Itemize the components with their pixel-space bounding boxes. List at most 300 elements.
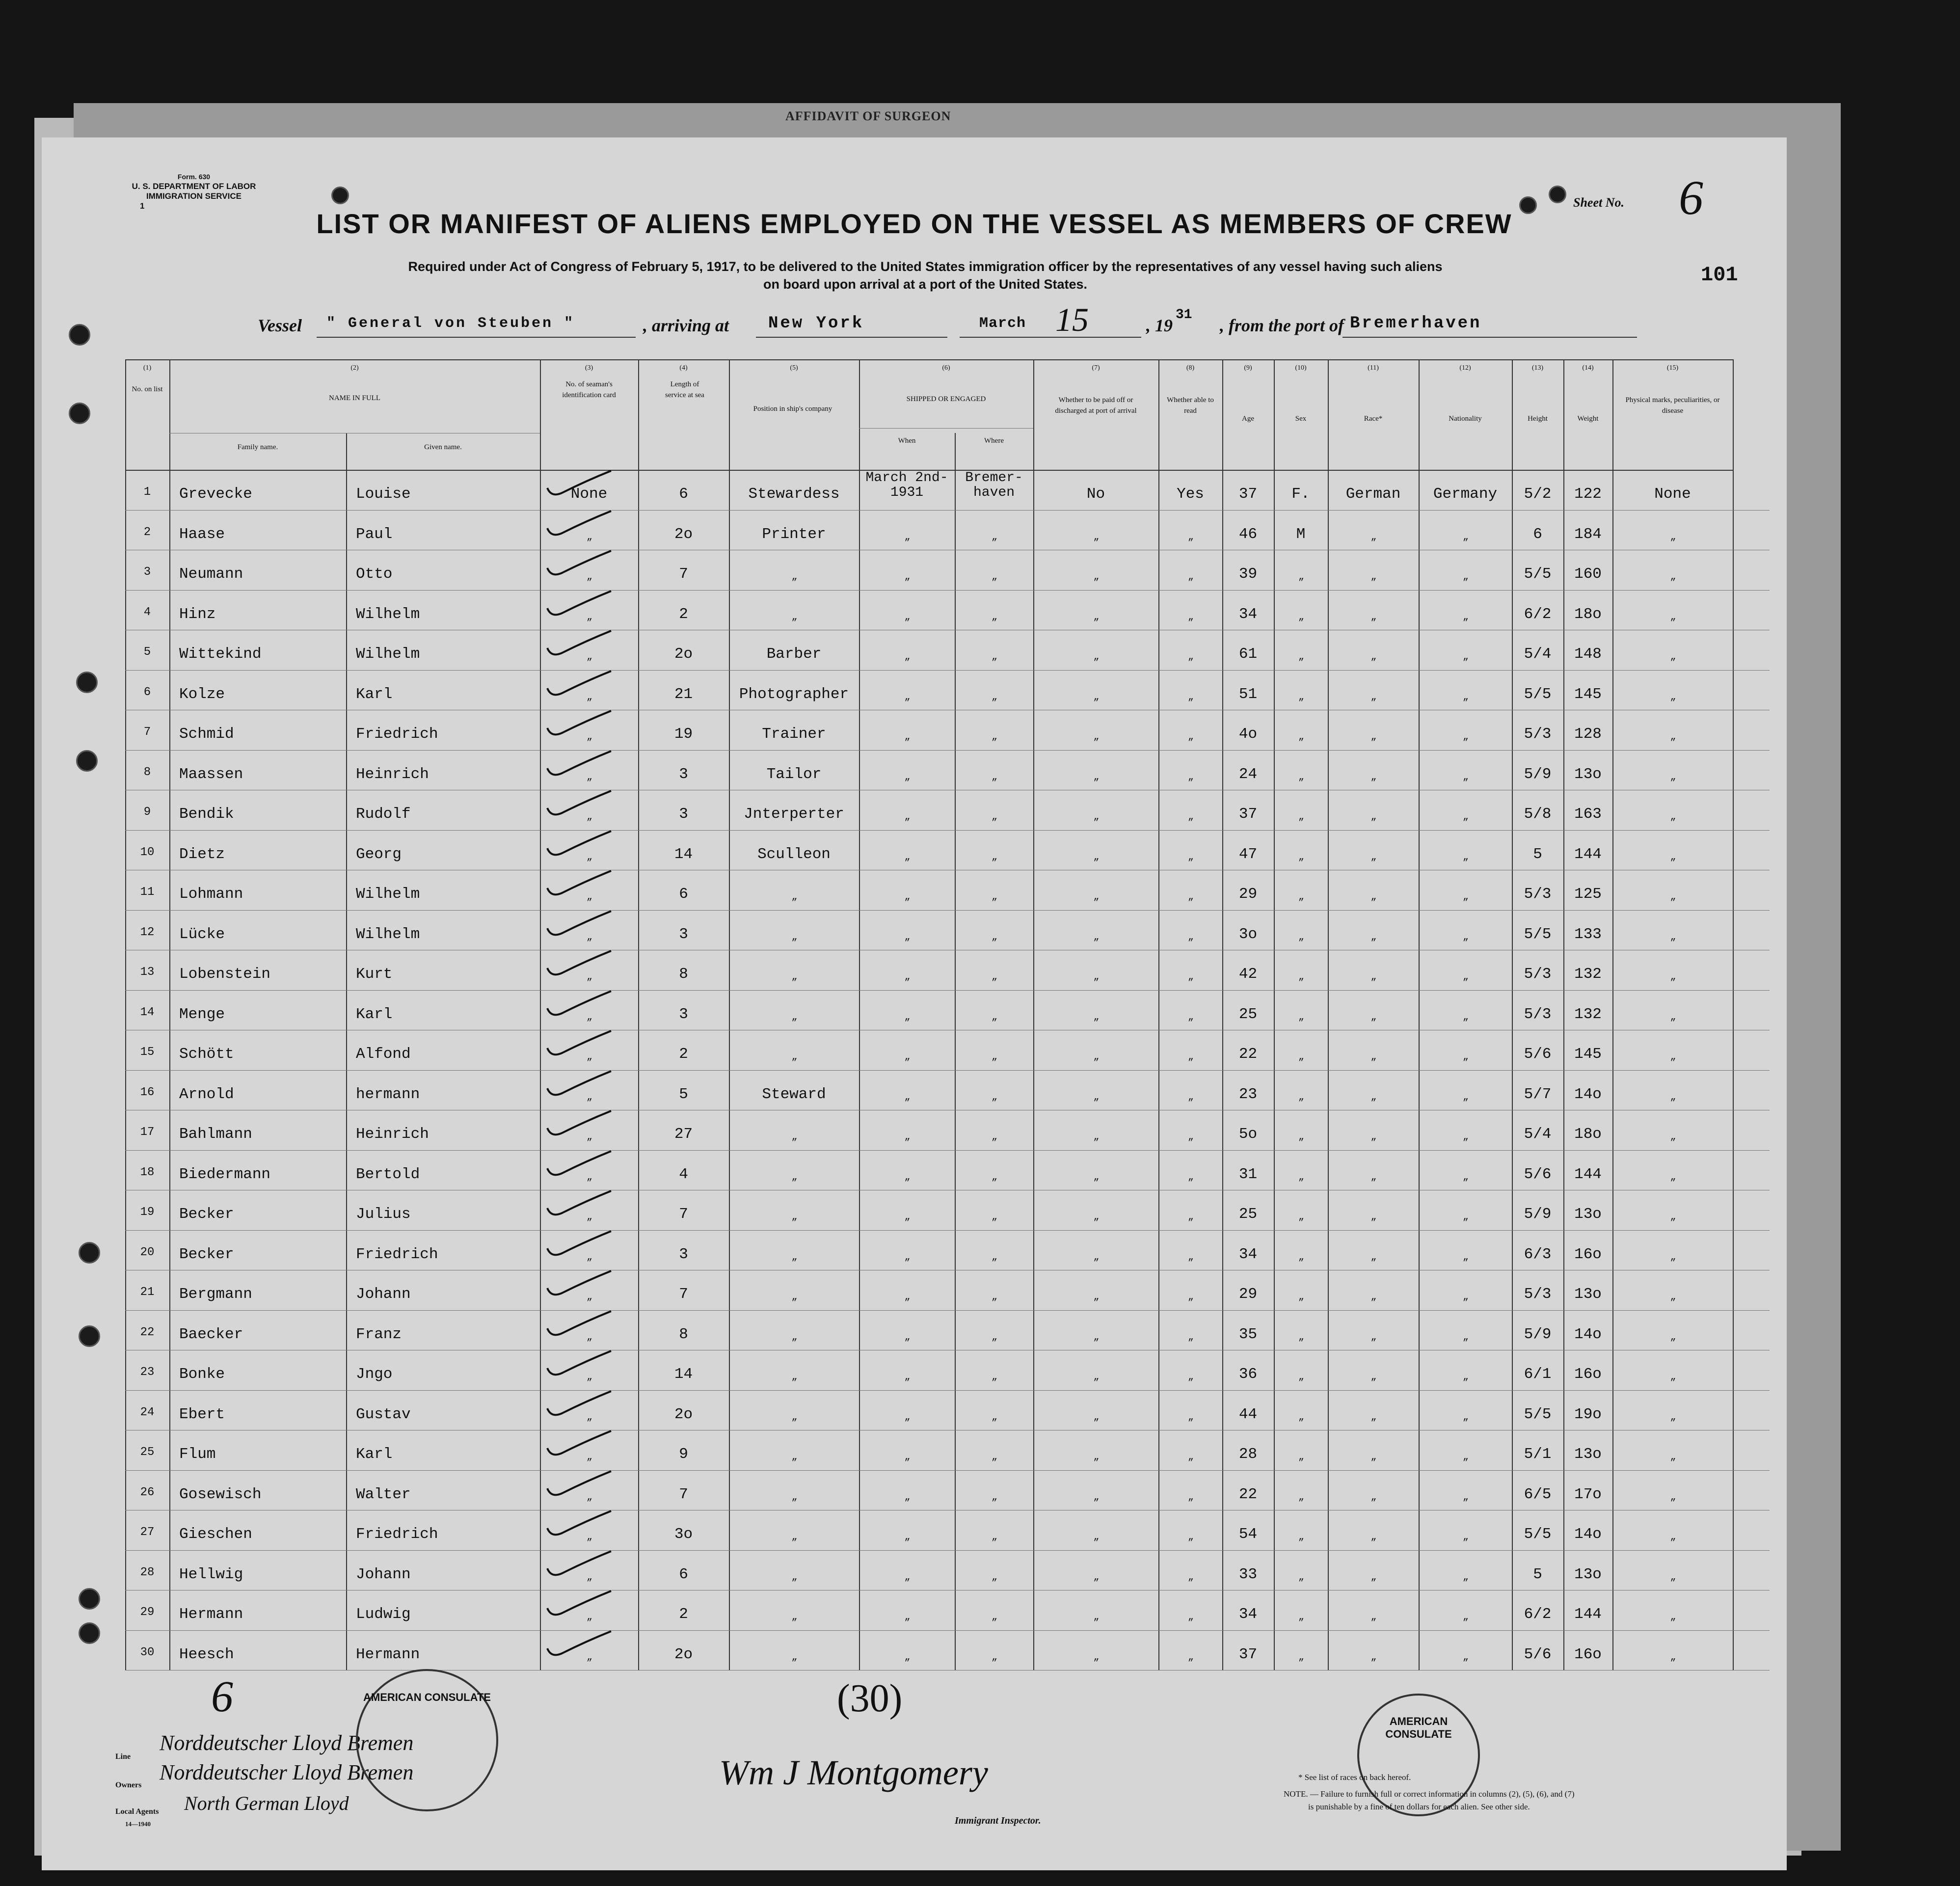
ditto-mark: „ bbox=[587, 731, 593, 743]
col13-number: (13) bbox=[1531, 364, 1544, 372]
service-value: 2o bbox=[674, 1405, 693, 1423]
given-name: Julius bbox=[356, 1206, 411, 1223]
row-number: 18 bbox=[140, 1165, 155, 1179]
ditto-mark: „ bbox=[1670, 611, 1676, 623]
ditto-mark: „ bbox=[1370, 1331, 1377, 1343]
ditto-mark: „ bbox=[1463, 771, 1469, 783]
checkmark-icon bbox=[542, 1428, 621, 1458]
family-name: Bergmann bbox=[179, 1286, 252, 1303]
weight-value: 133 bbox=[1574, 925, 1602, 943]
ditto-mark: „ bbox=[1370, 1571, 1377, 1583]
family-name: Becker bbox=[179, 1206, 234, 1223]
service-value: 8 bbox=[679, 1325, 688, 1343]
ditto-mark: „ bbox=[992, 1132, 998, 1143]
ditto-mark: „ bbox=[791, 1452, 798, 1463]
row-number: 3 bbox=[143, 566, 151, 579]
family-name: Gieschen bbox=[179, 1526, 252, 1543]
height-value: 5/9 bbox=[1524, 1325, 1552, 1343]
form-code: 14—1940 bbox=[125, 1820, 151, 1828]
ditto-mark: „ bbox=[587, 571, 593, 583]
ditto-mark: „ bbox=[1370, 1212, 1377, 1223]
owners-value: Norddeutscher Lloyd Bremen bbox=[160, 1760, 414, 1784]
ditto-mark: „ bbox=[791, 1372, 798, 1383]
service-value: 4 bbox=[679, 1165, 688, 1183]
col11-number: (11) bbox=[1368, 364, 1379, 372]
service-value: 3 bbox=[679, 1005, 688, 1023]
ditto-mark: „ bbox=[1370, 571, 1377, 583]
row-rule bbox=[125, 1150, 1770, 1151]
ditto-mark: „ bbox=[1463, 1011, 1469, 1023]
ditto-mark: „ bbox=[1670, 571, 1676, 583]
ditto-mark: „ bbox=[1093, 931, 1100, 943]
ditto-mark: „ bbox=[1670, 1251, 1676, 1263]
given-name: Heinrich bbox=[356, 765, 429, 783]
given-name: Wilhelm bbox=[356, 646, 420, 663]
sheet-number-value: 6 bbox=[1679, 170, 1703, 225]
col1-header: No. on list bbox=[132, 385, 163, 393]
ditto-mark: „ bbox=[1670, 1051, 1676, 1063]
ditto-mark: „ bbox=[992, 571, 998, 583]
row-number: 5 bbox=[143, 646, 151, 659]
weight-value: 184 bbox=[1574, 525, 1602, 543]
weight-value: 122 bbox=[1574, 485, 1602, 503]
ditto-mark: „ bbox=[992, 1331, 998, 1343]
height-value: 5/8 bbox=[1524, 806, 1552, 823]
age-value: 3o bbox=[1238, 925, 1258, 943]
ditto-mark: „ bbox=[1463, 531, 1469, 543]
ditto-mark: „ bbox=[587, 611, 593, 623]
ditto-mark: „ bbox=[992, 531, 998, 543]
age-value: 37 bbox=[1238, 806, 1258, 823]
ditto-mark: „ bbox=[1298, 1571, 1305, 1583]
weight-value: 16o bbox=[1574, 1645, 1602, 1663]
ditto-mark: „ bbox=[1188, 971, 1194, 983]
ditto-mark: „ bbox=[1463, 1051, 1469, 1063]
vessel-line bbox=[96, 301, 1647, 345]
height-value: 5/3 bbox=[1524, 1286, 1552, 1303]
height-value: 5/2 bbox=[1524, 485, 1552, 503]
punch-hole bbox=[1549, 186, 1566, 203]
ditto-mark: „ bbox=[1370, 1532, 1377, 1543]
given-name-header: Given name. bbox=[424, 443, 462, 451]
ditto-mark: „ bbox=[1093, 771, 1100, 783]
row-rule bbox=[125, 1310, 1770, 1311]
position-value: Tailor bbox=[766, 765, 822, 783]
ditto-mark: „ bbox=[1298, 931, 1305, 943]
ditto-mark: „ bbox=[992, 1612, 998, 1623]
height-value: 5/5 bbox=[1524, 1526, 1552, 1543]
note-line-1: NOTE. — Failure to furnish full or correct information in columns (2), (5), (6), and (7) bbox=[1284, 1789, 1575, 1799]
ditto-mark: „ bbox=[1093, 1212, 1100, 1223]
ditto-mark: „ bbox=[587, 1372, 593, 1383]
checkmark-icon bbox=[542, 948, 621, 978]
ditto-mark: „ bbox=[1670, 1292, 1676, 1303]
row-number: 23 bbox=[140, 1366, 155, 1379]
given-name: Kurt bbox=[356, 966, 393, 983]
given-name: Karl bbox=[356, 1005, 393, 1023]
row-number: 7 bbox=[143, 726, 151, 739]
ditto-mark: „ bbox=[587, 691, 593, 703]
ditto-mark: „ bbox=[791, 931, 798, 943]
ditto-mark: „ bbox=[1670, 1331, 1676, 1343]
ditto-mark: „ bbox=[904, 1091, 911, 1103]
ditto-mark: „ bbox=[587, 1411, 593, 1423]
ditto-mark: „ bbox=[1370, 1051, 1377, 1063]
ditto-mark: „ bbox=[904, 1132, 911, 1143]
col5-header: Position in ship's company bbox=[753, 405, 832, 413]
col14-number: (14) bbox=[1582, 364, 1594, 372]
ditto-mark: „ bbox=[1463, 891, 1469, 903]
ditto-mark: „ bbox=[1370, 931, 1377, 943]
weight-value: 145 bbox=[1574, 1046, 1602, 1063]
ditto-mark: „ bbox=[992, 771, 998, 783]
checkmark-icon bbox=[542, 1348, 621, 1378]
service-value: 5 bbox=[679, 1085, 688, 1103]
ditto-mark: „ bbox=[1188, 1051, 1194, 1063]
ditto-mark: „ bbox=[1093, 891, 1100, 903]
row-number: 29 bbox=[140, 1606, 155, 1619]
ditto-mark: „ bbox=[791, 1132, 798, 1143]
age-value: 61 bbox=[1238, 646, 1258, 663]
service-value: 2o bbox=[674, 525, 693, 543]
family-name: Hermann bbox=[179, 1606, 243, 1623]
ditto-mark: „ bbox=[1370, 1171, 1377, 1183]
age-value: 29 bbox=[1238, 886, 1258, 903]
total-count: (30) bbox=[837, 1677, 903, 1720]
ditto-mark: „ bbox=[791, 571, 798, 583]
col15-number: (15) bbox=[1666, 364, 1679, 372]
given-name: Johann bbox=[356, 1286, 411, 1303]
arrival-month: March bbox=[979, 315, 1026, 332]
punch-hole bbox=[79, 1242, 100, 1264]
inspector-label: Immigrant Inspector. bbox=[955, 1815, 1041, 1826]
ditto-mark: „ bbox=[1188, 1132, 1194, 1143]
position-value: Stewardess bbox=[748, 485, 840, 503]
ditto-mark: „ bbox=[904, 1571, 911, 1583]
ditto-mark: „ bbox=[1188, 771, 1194, 783]
checkmark-icon bbox=[542, 1229, 621, 1258]
weight-value: 132 bbox=[1574, 966, 1602, 983]
col11-header: Race* bbox=[1364, 415, 1383, 423]
row-number: 26 bbox=[140, 1485, 155, 1499]
service-value: 9 bbox=[679, 1446, 688, 1463]
family-name: Bonke bbox=[179, 1366, 225, 1383]
family-name: Becker bbox=[179, 1245, 234, 1263]
ditto-mark: „ bbox=[1670, 1532, 1676, 1543]
ditto-mark: „ bbox=[1463, 1571, 1469, 1583]
ditto-mark: „ bbox=[1298, 1452, 1305, 1463]
ditto-mark: „ bbox=[904, 571, 911, 583]
sheet-number-label: Sheet No. bbox=[1573, 195, 1624, 210]
age-value: 46 bbox=[1238, 525, 1258, 543]
given-name: Wilhelm bbox=[356, 886, 420, 903]
weight-value: 144 bbox=[1574, 1606, 1602, 1623]
ditto-mark: „ bbox=[904, 931, 911, 943]
ditto-mark: „ bbox=[1670, 851, 1676, 863]
age-value: 25 bbox=[1238, 1005, 1258, 1023]
ditto-mark: „ bbox=[904, 1452, 911, 1463]
punch-hole bbox=[331, 187, 349, 204]
ditto-mark: „ bbox=[1298, 1491, 1305, 1503]
col2-header: NAME IN FULL bbox=[329, 394, 380, 402]
ditto-mark: „ bbox=[587, 1571, 593, 1583]
checkmark-icon bbox=[542, 749, 621, 778]
col5-number: (5) bbox=[790, 364, 798, 372]
ditto-mark: „ bbox=[1093, 851, 1100, 863]
ditto-mark: „ bbox=[1370, 1612, 1377, 1623]
ditto-mark: „ bbox=[1463, 931, 1469, 943]
arriving-label: , arriving at bbox=[643, 316, 729, 335]
height-value: 5/6 bbox=[1524, 1046, 1552, 1063]
col12-header: Nationality bbox=[1449, 415, 1482, 423]
ditto-mark: „ bbox=[587, 1532, 593, 1543]
ditto-mark: „ bbox=[992, 1171, 998, 1183]
ditto-mark: „ bbox=[904, 531, 911, 543]
weight-value: 13o bbox=[1574, 1565, 1602, 1583]
punch-hole bbox=[76, 672, 98, 693]
row-number: 30 bbox=[140, 1645, 155, 1659]
ditto-mark: „ bbox=[992, 891, 998, 903]
height-value: 5/6 bbox=[1524, 1645, 1552, 1663]
column-rule bbox=[955, 433, 956, 1670]
ditto-mark: „ bbox=[1463, 811, 1469, 823]
col2-number: (2) bbox=[350, 364, 359, 372]
age-value: 22 bbox=[1238, 1485, 1258, 1503]
age-value: 34 bbox=[1238, 605, 1258, 623]
family-name: Hellwig bbox=[179, 1565, 243, 1583]
read-value: Yes bbox=[1177, 485, 1204, 503]
row-rule bbox=[125, 910, 1770, 911]
ditto-mark: „ bbox=[1463, 1372, 1469, 1383]
ditto-mark: „ bbox=[904, 731, 911, 743]
checkmark-icon bbox=[542, 708, 621, 738]
weight-value: 144 bbox=[1574, 845, 1602, 863]
age-value: 37 bbox=[1238, 1645, 1258, 1663]
service-value: 3o bbox=[674, 1526, 693, 1543]
given-name: Georg bbox=[356, 845, 402, 863]
age-value: 36 bbox=[1238, 1366, 1258, 1383]
col1-number: (1) bbox=[143, 364, 152, 372]
row-rule bbox=[125, 1550, 1770, 1551]
height-value: 5/6 bbox=[1524, 1165, 1552, 1183]
subtitle-line-1: Required under Act of Congress of February 5, 1917, to be delivered to the United States immigration officer by the representatives of any vessel having such aliens bbox=[408, 259, 1443, 274]
ditto-mark: „ bbox=[1093, 571, 1100, 583]
ditto-mark: „ bbox=[1670, 811, 1676, 823]
ditto-mark: „ bbox=[992, 1452, 998, 1463]
checkmark-icon bbox=[542, 1108, 621, 1138]
given-name: Franz bbox=[356, 1325, 402, 1343]
ditto-mark: „ bbox=[904, 1372, 911, 1383]
weight-value: 18o bbox=[1574, 605, 1602, 623]
ditto-mark: „ bbox=[992, 1571, 998, 1583]
ditto-mark: „ bbox=[1188, 1532, 1194, 1543]
row-rule bbox=[125, 510, 1770, 511]
ditto-mark: „ bbox=[1463, 731, 1469, 743]
age-value: 22 bbox=[1238, 1046, 1258, 1063]
col4-header: Length of service at sea bbox=[665, 380, 704, 399]
ditto-mark: „ bbox=[904, 1292, 911, 1303]
ditto-mark: „ bbox=[1670, 731, 1676, 743]
row-rule bbox=[125, 1470, 1770, 1471]
position-value: Barber bbox=[766, 646, 822, 663]
col9-header: Age bbox=[1242, 415, 1254, 423]
age-value: 4o bbox=[1238, 726, 1258, 743]
row-number: 13 bbox=[140, 966, 155, 979]
height-value: 5/7 bbox=[1524, 1085, 1552, 1103]
ditto-mark: „ bbox=[992, 971, 998, 983]
weight-value: 160 bbox=[1574, 566, 1602, 583]
ditto-mark: „ bbox=[1188, 731, 1194, 743]
given-name: Friedrich bbox=[356, 1245, 438, 1263]
ditto-mark: „ bbox=[1093, 651, 1100, 663]
service-value: 8 bbox=[679, 966, 688, 983]
ditto-mark: „ bbox=[587, 891, 593, 903]
ditto-mark: „ bbox=[904, 1411, 911, 1423]
ditto-mark: „ bbox=[904, 1051, 911, 1063]
checkmark-icon bbox=[542, 589, 621, 618]
checkmark-icon bbox=[542, 868, 621, 898]
service-value: 7 bbox=[679, 1485, 688, 1503]
sex-value: F. bbox=[1291, 485, 1310, 503]
ditto-mark: „ bbox=[904, 1532, 911, 1543]
given-name: Heinrich bbox=[356, 1126, 429, 1143]
row-number: 17 bbox=[140, 1126, 155, 1139]
ditto-mark: „ bbox=[587, 1452, 593, 1463]
ditto-mark: „ bbox=[1093, 1372, 1100, 1383]
ditto-mark: „ bbox=[1093, 1612, 1100, 1623]
ditto-mark: „ bbox=[1298, 1171, 1305, 1183]
ditto-mark: „ bbox=[1370, 611, 1377, 623]
ditto-mark: „ bbox=[1370, 1091, 1377, 1103]
service-value: 3 bbox=[679, 925, 688, 943]
shipped-subheader-rule bbox=[859, 428, 1033, 429]
ditto-mark: „ bbox=[1298, 651, 1305, 663]
ditto-mark: „ bbox=[1188, 1372, 1194, 1383]
ditto-mark: „ bbox=[1370, 1132, 1377, 1143]
ditto-mark: „ bbox=[1298, 1331, 1305, 1343]
ditto-mark: „ bbox=[1188, 1251, 1194, 1263]
ditto-mark: „ bbox=[1298, 971, 1305, 983]
age-value: 51 bbox=[1238, 685, 1258, 703]
punch-hole bbox=[79, 1325, 100, 1347]
ditto-mark: „ bbox=[992, 1292, 998, 1303]
service-value: 14 bbox=[674, 845, 693, 863]
row-number: 12 bbox=[140, 925, 155, 939]
checkmark-icon bbox=[542, 1589, 621, 1618]
family-name: Neumann bbox=[179, 566, 243, 583]
age-value: 54 bbox=[1238, 1526, 1258, 1543]
height-value: 5 bbox=[1533, 845, 1542, 863]
ditto-mark: „ bbox=[1298, 811, 1305, 823]
row-number: 24 bbox=[140, 1405, 155, 1419]
family-name: Biedermann bbox=[179, 1165, 271, 1183]
height-value: 5/9 bbox=[1524, 1206, 1552, 1223]
family-name: Lobenstein bbox=[179, 966, 271, 983]
age-value: 39 bbox=[1238, 566, 1258, 583]
column-rule bbox=[859, 359, 860, 1670]
ditto-mark: „ bbox=[1298, 1372, 1305, 1383]
given-name: Wilhelm bbox=[356, 605, 420, 623]
ditto-mark: „ bbox=[1188, 931, 1194, 943]
ditto-mark: „ bbox=[1670, 1452, 1676, 1463]
service-value: 6 bbox=[679, 1565, 688, 1583]
ditto-mark: „ bbox=[1670, 691, 1676, 703]
ditto-mark: „ bbox=[1298, 571, 1305, 583]
header-top-rule bbox=[125, 359, 1733, 360]
ditto-mark: „ bbox=[1670, 1411, 1676, 1423]
col7-number: (7) bbox=[1092, 364, 1100, 372]
height-value: 5/9 bbox=[1524, 765, 1552, 783]
family-name: Bahlmann bbox=[179, 1126, 252, 1143]
ditto-mark: „ bbox=[1298, 1251, 1305, 1263]
ditto-mark: „ bbox=[791, 1411, 798, 1423]
col7-header: Whether to be paid off or discharged at port of arrival bbox=[1055, 396, 1137, 415]
ditto-mark: „ bbox=[1298, 1411, 1305, 1423]
ditto-mark: „ bbox=[587, 931, 593, 943]
ditto-mark: „ bbox=[1093, 1331, 1100, 1343]
row-number: 14 bbox=[140, 1005, 155, 1019]
ditto-mark: „ bbox=[1188, 611, 1194, 623]
family-name: Menge bbox=[179, 1005, 225, 1023]
punch-hole bbox=[76, 750, 98, 772]
vessel-label: Vessel bbox=[258, 316, 302, 335]
form-header bbox=[120, 172, 268, 211]
ditto-mark: „ bbox=[1298, 1091, 1305, 1103]
ditto-mark: „ bbox=[1298, 1011, 1305, 1023]
col14-header: Weight bbox=[1577, 415, 1599, 423]
ditto-mark: „ bbox=[1463, 1411, 1469, 1423]
family-name: Baecker bbox=[179, 1325, 243, 1343]
ditto-mark: „ bbox=[1370, 771, 1377, 783]
row-number: 2 bbox=[143, 525, 151, 539]
row-number: 15 bbox=[140, 1046, 155, 1059]
ditto-mark: „ bbox=[1093, 971, 1100, 983]
row-rule bbox=[125, 750, 1770, 751]
ditto-mark: „ bbox=[1463, 1132, 1469, 1143]
ditto-mark: „ bbox=[1370, 891, 1377, 903]
height-value: 5/5 bbox=[1524, 1405, 1552, 1423]
form-number: Form. 630 bbox=[177, 173, 211, 181]
weight-value: 148 bbox=[1574, 646, 1602, 663]
ditto-mark: „ bbox=[992, 1491, 998, 1503]
page-subtitle bbox=[287, 258, 1563, 293]
ditto-mark: „ bbox=[1093, 1571, 1100, 1583]
ditto-mark: „ bbox=[1298, 1212, 1305, 1223]
weight-value: 13o bbox=[1574, 765, 1602, 783]
ditto-mark: „ bbox=[1370, 691, 1377, 703]
checkmark-icon bbox=[542, 989, 621, 1018]
ditto-mark: „ bbox=[1370, 1251, 1377, 1263]
ditto-mark: „ bbox=[904, 691, 911, 703]
age-value: 42 bbox=[1238, 966, 1258, 983]
given-name: Rudolf bbox=[356, 806, 411, 823]
row-number: 6 bbox=[143, 685, 151, 699]
weight-value: 13o bbox=[1574, 1446, 1602, 1463]
col6-header: SHIPPED OR ENGAGED bbox=[906, 395, 986, 403]
height-value: 6/2 bbox=[1524, 1606, 1552, 1623]
col12-number: (12) bbox=[1459, 364, 1471, 372]
manifest-sheet bbox=[42, 137, 1787, 1870]
ditto-mark: „ bbox=[587, 1171, 593, 1183]
ditto-mark: „ bbox=[904, 1331, 911, 1343]
age-value: 34 bbox=[1238, 1606, 1258, 1623]
ditto-mark: „ bbox=[791, 1251, 798, 1263]
service-value: 6 bbox=[679, 886, 688, 903]
ditto-mark: „ bbox=[1370, 1491, 1377, 1503]
height-value: 5/1 bbox=[1524, 1446, 1552, 1463]
ditto-mark: „ bbox=[791, 1051, 798, 1063]
ditto-mark: „ bbox=[1370, 971, 1377, 983]
